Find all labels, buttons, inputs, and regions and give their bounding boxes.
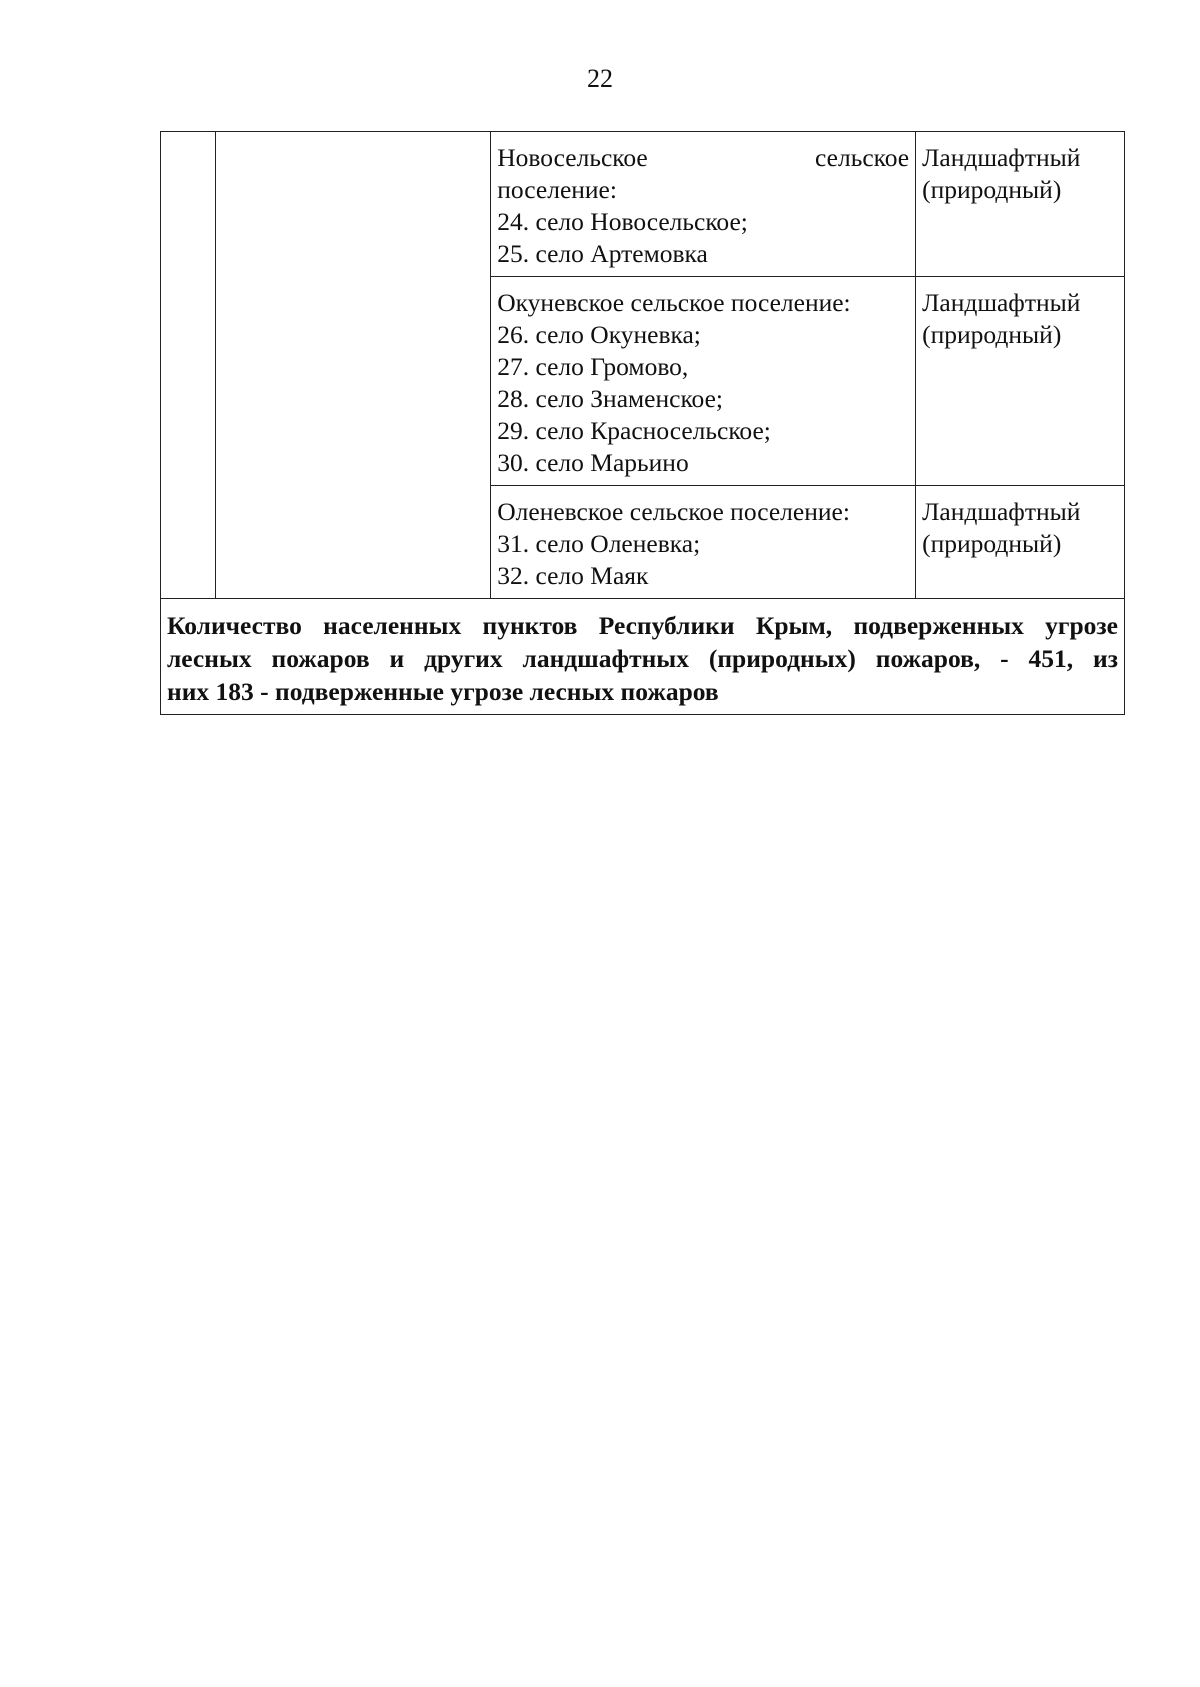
fire-type-detail: (природный) [922,529,1062,558]
settlement-heading: Оленевское сельское поселение: [497,497,850,526]
village-item: 25. село Артемовка [497,239,708,268]
settlement-cell [491,486,916,599]
fire-type-detail: (природный) [922,175,1062,204]
village-item: 32. село Маяк [497,561,649,590]
village-item: 31. село Оленевка; [497,529,701,558]
village-item: 26. село Окуневка; [497,320,701,349]
page-number: 22 [587,64,613,93]
settlements-table [160,131,1125,715]
settlement-heading: Окуневское сельское поселение: [497,288,851,317]
settlement-cell [491,277,916,486]
table-row [161,132,1125,277]
settlement-heading-cont: поселение: [497,175,617,204]
fire-type-cell [916,132,1125,277]
fire-type-cell [916,486,1125,599]
fire-type: Ландшафтный [922,497,1081,526]
village-item: 29. село Красносельское; [497,416,771,445]
fire-type: Ландшафтный [922,288,1081,317]
village-item: 27. село Громово, [497,352,689,381]
fire-type-detail: (природный) [922,320,1062,349]
table-cell-empty [215,132,491,599]
settlement-heading: Новосельское сельское [497,143,910,172]
settlement-cell [491,132,916,277]
fire-type-cell [916,277,1125,486]
table-cell-empty [161,132,216,599]
summary-text-line: Количество населенных пунктов Республики Крым, подверженных угрозе [167,611,1118,640]
village-item: 30. село Марьино [497,448,689,477]
summary-row [161,599,1125,715]
village-item: 24. село Новосельское; [497,207,748,236]
village-item: 28. село Знаменское; [497,384,723,413]
summary-text-line: лесных пожаров и других ландшафтных (природных) пожаров, - 451, из [167,644,1118,673]
summary-text-line: них 183 - подверженные угрозе лесных пожаров [167,677,719,706]
summary-cell [161,599,1125,715]
fire-type: Ландшафтный [922,143,1081,172]
